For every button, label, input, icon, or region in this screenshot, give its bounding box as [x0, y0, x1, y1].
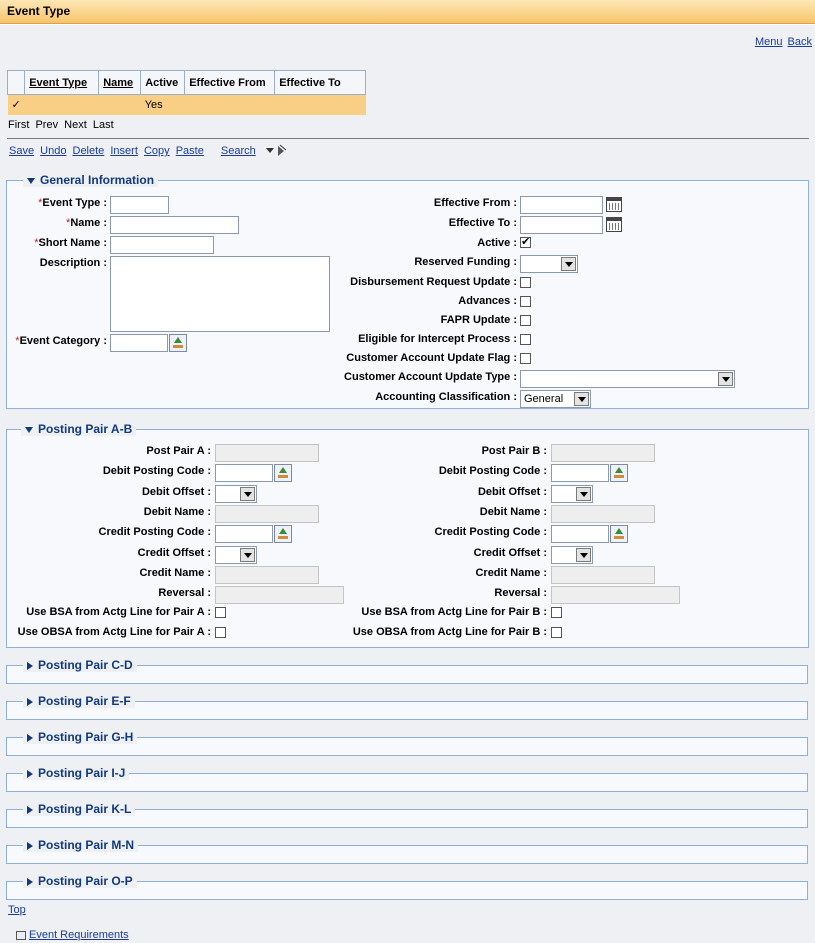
use-obsa-a-label: Use OBSA from Actg Line for Pair A : — [17, 626, 211, 638]
paste-button[interactable]: Paste — [175, 145, 204, 157]
credit-posting-code-b-lookup-icon[interactable] — [610, 525, 628, 543]
cell-active: Yes — [141, 95, 185, 115]
chevron-down-icon — [576, 548, 591, 562]
credit-name-b-label: Credit Name : — [475, 567, 547, 579]
reversal-a-field — [215, 586, 344, 604]
table-row[interactable] — [8, 95, 366, 115]
credit-posting-code-b-input[interactable] — [551, 525, 609, 543]
event-category-lookup-icon[interactable] — [169, 334, 187, 352]
debit-posting-code-b-input[interactable] — [551, 464, 609, 482]
top-link[interactable]: Top — [8, 904, 26, 916]
customer-account-update-type-label: Customer Account Update Type : — [344, 371, 517, 383]
post-pair-a-field — [215, 444, 319, 462]
event-type-grid — [7, 70, 366, 115]
event-category-label: *Event Category : — [15, 335, 107, 347]
reversal-b-field — [551, 586, 680, 604]
undo-button[interactable]: Undo — [40, 145, 67, 157]
description-label: Description : — [39, 257, 107, 269]
save-button[interactable]: Save — [9, 145, 35, 157]
grid-header-row — [8, 71, 366, 95]
post-pair-b-field — [551, 444, 655, 462]
debit-posting-code-a-lookup-icon[interactable] — [274, 464, 292, 482]
effective-from-input[interactable] — [520, 196, 603, 214]
delete-button[interactable]: Delete — [72, 145, 105, 157]
posting-pair-gh-section — [6, 730, 808, 756]
posting-pair-kl-legend[interactable]: Posting Pair K-L — [23, 802, 135, 816]
event-type-input[interactable] — [110, 196, 169, 214]
debit-posting-code-a-label: Debit Posting Code : — [102, 465, 211, 477]
credit-name-a-label: Credit Name : — [139, 567, 211, 579]
external-window-icon — [16, 931, 26, 940]
collapse-icon — [25, 427, 33, 433]
customer-account-update-flag-checkbox[interactable] — [520, 353, 531, 364]
name-input[interactable] — [110, 216, 239, 234]
credit-offset-b-select[interactable] — [551, 546, 593, 564]
debit-offset-b-select[interactable] — [551, 485, 593, 503]
chevron-down-icon — [574, 392, 589, 406]
window-titlebar — [0, 0, 815, 24]
chevron-down-icon — [240, 487, 255, 501]
column-header-effective-from: Effective From — [185, 71, 275, 95]
customer-account-update-type-select[interactable] — [520, 370, 735, 388]
posting-pair-ij-legend[interactable]: Posting Pair I-J — [23, 766, 129, 780]
posting-pair-op-legend[interactable]: Posting Pair O-P — [23, 874, 137, 888]
expand-icon — [27, 842, 33, 850]
description-textarea[interactable] — [110, 256, 330, 332]
credit-posting-code-b-label: Credit Posting Code : — [434, 526, 547, 538]
effective-to-label: Effective To : — [448, 217, 517, 229]
disbursement-request-update-checkbox[interactable] — [520, 277, 531, 288]
pager-last[interactable]: Last — [92, 119, 114, 131]
posting-pair-cd-section — [6, 658, 808, 684]
use-bsa-a-label: Use BSA from Actg Line for Pair A : — [26, 606, 211, 618]
post-pair-a-label: Post Pair A : — [146, 445, 211, 457]
use-bsa-b-checkbox[interactable] — [551, 607, 562, 618]
accounting-classification-label: Accounting Classification : — [375, 391, 517, 403]
divider — [7, 138, 809, 139]
column-header-name[interactable]: Name — [99, 71, 141, 95]
use-obsa-a-checkbox[interactable] — [215, 627, 226, 638]
pager-prev[interactable]: Prev — [35, 119, 59, 131]
event-category-input[interactable] — [110, 334, 168, 352]
reserved-funding-label: Reserved Funding : — [414, 256, 517, 268]
effective-from-calendar-icon[interactable] — [606, 197, 622, 212]
reversal-b-label: Reversal : — [494, 587, 547, 599]
column-header-active: Active — [141, 71, 185, 95]
cell-event-type — [25, 95, 99, 115]
event-type-label: *Event Type : — [38, 197, 107, 209]
post-pair-b-label: Post Pair B : — [481, 445, 547, 457]
credit-posting-code-a-input[interactable] — [215, 525, 273, 543]
pager — [8, 119, 117, 131]
eligible-intercept-checkbox[interactable] — [520, 334, 531, 345]
posting-pair-gh-legend[interactable]: Posting Pair G-H — [23, 730, 137, 744]
cell-name — [99, 95, 141, 115]
name-label: *Name : — [66, 217, 107, 229]
effective-from-label: Effective From : — [433, 197, 517, 209]
credit-posting-code-a-lookup-icon[interactable] — [274, 525, 292, 543]
accounting-classification-select[interactable]: General — [520, 390, 591, 408]
use-obsa-b-label: Use OBSA from Actg Line for Pair B : — [352, 626, 547, 638]
debit-name-b-label: Debit Name : — [479, 506, 547, 518]
effective-to-input[interactable] — [520, 216, 603, 234]
use-obsa-b-checkbox[interactable] — [551, 627, 562, 638]
customer-account-update-flag-label: Customer Account Update Flag : — [346, 352, 517, 364]
cell-effective-from — [185, 95, 275, 115]
chevron-down-icon — [576, 487, 591, 501]
posting-pair-ef-legend[interactable]: Posting Pair E-F — [23, 694, 135, 708]
insert-button[interactable]: Insert — [110, 145, 138, 157]
debit-offset-a-label: Debit Offset : — [141, 486, 211, 498]
short-name-label: *Short Name : — [34, 237, 107, 249]
active-checkbox[interactable] — [520, 237, 531, 248]
use-bsa-a-checkbox[interactable] — [215, 607, 226, 618]
credit-posting-code-a-label: Credit Posting Code : — [98, 526, 211, 538]
expand-icon — [27, 698, 33, 706]
fapr-update-label: FAPR Update : — [440, 314, 517, 326]
expand-icon — [27, 806, 33, 814]
advances-label: Advances : — [458, 295, 517, 307]
menu-link[interactable]: Menu — [754, 36, 783, 48]
row-selected-check: ✓ — [8, 95, 25, 115]
chevron-down-icon — [718, 372, 733, 386]
pager-first[interactable]: First — [8, 119, 30, 131]
credit-name-a-field — [215, 566, 319, 584]
short-name-input[interactable] — [110, 236, 214, 254]
reversal-a-label: Reversal : — [158, 587, 211, 599]
use-bsa-b-label: Use BSA from Actg Line for Pair B : — [361, 606, 547, 618]
expand-icon — [27, 770, 33, 778]
debit-name-a-label: Debit Name : — [143, 506, 211, 518]
effective-to-calendar-icon[interactable] — [606, 217, 622, 232]
column-header-effective-to: Effective To — [275, 71, 366, 95]
window-title: Event Type — [7, 4, 71, 18]
credit-offset-b-label: Credit Offset : — [473, 547, 547, 559]
pager-next[interactable]: Next — [64, 119, 87, 131]
eligible-intercept-label: Eligible for Intercept Process : — [358, 333, 517, 345]
active-label: Active : — [477, 237, 517, 249]
posting-pair-ef-section — [6, 694, 808, 720]
debit-posting-code-a-input[interactable] — [215, 464, 273, 482]
expand-icon — [27, 662, 33, 670]
posting-pair-op-section — [6, 874, 808, 900]
copy-button[interactable]: Copy — [143, 145, 170, 157]
cell-effective-to — [275, 95, 366, 115]
expand-icon — [27, 878, 33, 886]
debit-offset-b-label: Debit Offset : — [477, 486, 547, 498]
reserved-funding-select[interactable] — [520, 255, 578, 273]
posting-pair-cd-legend[interactable]: Posting Pair C-D — [23, 658, 137, 672]
posting-pair-ab-legend[interactable]: Posting Pair A-B — [21, 422, 136, 436]
column-header-event-type[interactable]: Event Type — [25, 71, 99, 95]
general-information-legend[interactable]: General Information — [23, 173, 158, 187]
debit-name-b-field — [551, 505, 655, 523]
top-links — [753, 36, 812, 48]
fapr-update-checkbox[interactable] — [520, 315, 531, 326]
search-button[interactable]: Search — [220, 145, 256, 157]
posting-pair-kl-section — [6, 802, 808, 828]
credit-name-b-field — [551, 566, 655, 584]
debit-offset-a-select[interactable] — [215, 485, 257, 503]
back-link[interactable]: Back — [787, 36, 812, 48]
expand-icon — [27, 734, 33, 742]
collapse-icon — [27, 178, 35, 184]
toolbar — [9, 145, 259, 157]
chevron-down-icon — [240, 548, 255, 562]
advances-checkbox[interactable] — [520, 296, 531, 307]
debit-posting-code-b-label: Debit Posting Code : — [438, 465, 547, 477]
navigation-arrows-icon[interactable] — [264, 144, 288, 158]
posting-pair-ij-section — [6, 766, 808, 792]
disbursement-request-update-label: Disbursement Request Update : — [350, 276, 517, 288]
grid-select-header — [8, 71, 25, 95]
debit-name-a-field — [215, 505, 319, 523]
event-requirements-link[interactable]: Event Requirements — [16, 929, 129, 941]
credit-offset-a-select[interactable] — [215, 546, 257, 564]
posting-pair-mn-section — [6, 838, 808, 864]
debit-posting-code-b-lookup-icon[interactable] — [610, 464, 628, 482]
credit-offset-a-label: Credit Offset : — [137, 547, 211, 559]
posting-pair-mn-legend[interactable]: Posting Pair M-N — [23, 838, 138, 852]
chevron-down-icon — [561, 257, 576, 271]
